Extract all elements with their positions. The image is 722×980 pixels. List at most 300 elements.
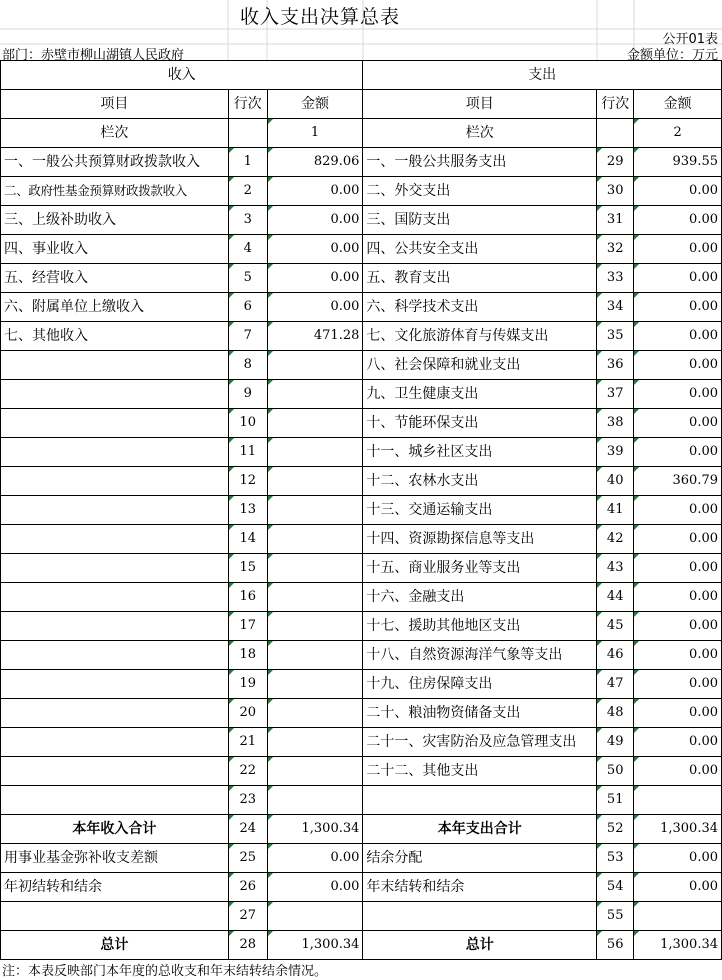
income-item-header: 项目: [1, 90, 229, 119]
cell-marker: [597, 380, 602, 385]
cell-marker: [229, 148, 234, 153]
expense-item-cell: 四、公共安全支出: [363, 235, 597, 264]
cell-marker: [597, 583, 602, 588]
cell-marker: [597, 148, 602, 153]
income-item-cell: 六、附属单位上缴收入: [1, 293, 229, 322]
income-item-cell: 三、上级补助收入: [1, 206, 229, 235]
income-summary-item: 本年收入合计: [1, 815, 229, 844]
cell-marker: [268, 293, 273, 298]
cell-marker: [229, 612, 234, 617]
table-row: [1, 380, 722, 409]
expense-item-cell: 十四、资源勘探信息等支出: [363, 525, 597, 554]
expense-item-cell: 十、节能环保支出: [363, 409, 597, 438]
expense-row-number: 42: [597, 525, 634, 554]
expense-item-cell: [363, 786, 597, 815]
report-title: 收入支出决算总表: [239, 6, 400, 28]
table-row: [1, 409, 722, 438]
expense-row-number: 56: [597, 931, 634, 960]
cell-marker: [634, 351, 639, 356]
cell-marker: [634, 931, 639, 936]
income-row-number: 1: [228, 148, 267, 177]
income-row-number: 12: [228, 467, 267, 496]
cell-marker: [597, 902, 602, 907]
expense-summary-amount: 0.00: [634, 844, 722, 873]
cell-marker: [597, 293, 602, 298]
income-summary-amount: 0.00: [267, 873, 363, 902]
expense-row-number: 50: [597, 757, 634, 786]
income-row-number: 26: [228, 873, 267, 902]
income-amount-cell: [267, 757, 363, 786]
cell-marker: [634, 525, 639, 530]
income-amount-cell: 0.00: [267, 264, 363, 293]
income-expense-table: [0, 60, 722, 960]
expense-summary-amount: 1,300.34: [634, 815, 722, 844]
expense-item-cell: 六、科学技术支出: [363, 293, 597, 322]
cell-marker: [597, 409, 602, 414]
cell-marker: [268, 264, 273, 269]
cell-marker: [268, 641, 273, 646]
cell-marker: [229, 525, 234, 530]
expense-item-cell: 八、社会保障和就业支出: [363, 351, 597, 380]
cell-marker: [268, 844, 273, 849]
income-amount-cell: [267, 728, 363, 757]
table-row: [1, 206, 722, 235]
expense-amount-cell: 0.00: [634, 264, 722, 293]
income-amount-cell: 0.00: [267, 293, 363, 322]
expense-amount-cell: 0.00: [634, 699, 722, 728]
income-item-cell: 五、经营收入: [1, 264, 229, 293]
cell-marker: [229, 380, 234, 385]
expense-row-number: 53: [597, 844, 634, 873]
income-item-cell: [1, 554, 229, 583]
expense-summary-amount: 1,300.34: [634, 931, 722, 960]
expense-summary-item: 本年支出合计: [363, 815, 597, 844]
expense-amount-cell: 0.00: [634, 206, 722, 235]
expense-row-number: 39: [597, 438, 634, 467]
cell-marker: [229, 322, 234, 327]
table-row: [1, 699, 722, 728]
expense-row-number: 55: [597, 902, 634, 931]
income-summary-amount: 1,300.34: [267, 931, 363, 960]
expense-summary-item: 总计: [363, 931, 597, 960]
cell-marker: [229, 670, 234, 675]
income-item-cell: [1, 728, 229, 757]
expense-item-cell: 十八、自然资源海洋气象等支出: [363, 641, 597, 670]
expense-item-cell: 十二、农林水支出: [363, 467, 597, 496]
summary-row: [1, 873, 722, 902]
table-row: [1, 525, 722, 554]
cell-marker: [268, 467, 273, 472]
income-row-number: 24: [228, 815, 267, 844]
expense-item-cell: 十九、住房保障支出: [363, 670, 597, 699]
expense-row-number: 49: [597, 728, 634, 757]
expense-amount-cell: 0.00: [634, 293, 722, 322]
income-item-cell: [1, 670, 229, 699]
cell-marker: [229, 931, 234, 936]
table-row: [1, 438, 722, 467]
expense-col-blank: [597, 119, 634, 148]
expense-amount-cell: 0.00: [634, 380, 722, 409]
income-item-cell: 一、一般公共预算财政拨款收入: [1, 148, 229, 177]
income-row-number: 23: [228, 786, 267, 815]
table-row: [1, 148, 722, 177]
cell-marker: [229, 786, 234, 791]
income-row-number: 22: [228, 757, 267, 786]
table-row: [1, 670, 722, 699]
cell-marker: [597, 438, 602, 443]
cell-marker: [634, 583, 639, 588]
cell-marker: [634, 264, 639, 269]
cell-marker: [597, 235, 602, 240]
income-row-number: 5: [228, 264, 267, 293]
cell-marker: [634, 641, 639, 646]
cell-marker: [597, 322, 602, 327]
income-row-number: 8: [228, 351, 267, 380]
cell-marker: [634, 206, 639, 211]
cell-marker: [597, 177, 602, 182]
summary-row: [1, 815, 722, 844]
cell-marker: [634, 438, 639, 443]
cell-marker: [597, 264, 602, 269]
expense-amount-cell: 0.00: [634, 525, 722, 554]
income-row-number: 2: [228, 177, 267, 206]
cell-marker: [634, 786, 639, 791]
expense-row-number: 30: [597, 177, 634, 206]
cell-marker: [229, 873, 234, 878]
amount-unit-label: 金额单位：万元: [626, 48, 718, 63]
cell-marker: [229, 641, 234, 646]
cell-marker: [229, 757, 234, 762]
table-row: [1, 235, 722, 264]
table-row: [1, 583, 722, 612]
expense-row-number: 40: [597, 467, 634, 496]
column-index-row: [1, 119, 722, 148]
expense-amount-cell: 0.00: [634, 438, 722, 467]
cell-marker: [229, 496, 234, 501]
expense-item-cell: 三、国防支出: [363, 206, 597, 235]
expense-amount-cell: 0.00: [634, 177, 722, 206]
income-item-cell: [1, 467, 229, 496]
cell-marker: [229, 728, 234, 733]
cell-marker: [634, 409, 639, 414]
income-row-number: 11: [228, 438, 267, 467]
expense-item-cell: 七、文化旅游体育与传媒支出: [363, 322, 597, 351]
expense-row-number: 34: [597, 293, 634, 322]
expense-summary-item: 结余分配: [363, 844, 597, 873]
cell-marker: [229, 583, 234, 588]
expense-row-number: 37: [597, 380, 634, 409]
expense-amount-cell: 0.00: [634, 612, 722, 641]
income-col-label: 栏次: [1, 119, 229, 148]
income-amount-cell: [267, 612, 363, 641]
expense-item-cell: 二十一、灾害防治及应急管理支出: [363, 728, 597, 757]
income-amount-cell: [267, 670, 363, 699]
cell-marker: [268, 583, 273, 588]
expense-row-number: 46: [597, 641, 634, 670]
income-item-cell: [1, 496, 229, 525]
income-row-number: 13: [228, 496, 267, 525]
income-row-number: 16: [228, 583, 267, 612]
expense-row-number: 48: [597, 699, 634, 728]
income-amount-cell: 0.00: [267, 177, 363, 206]
income-amount-cell: [267, 438, 363, 467]
expense-row-number: 31: [597, 206, 634, 235]
income-amount-cell: [267, 699, 363, 728]
expense-row-number: 29: [597, 148, 634, 177]
expense-amount-cell: 0.00: [634, 322, 722, 351]
cell-marker: [268, 873, 273, 878]
income-summary-amount: 1,300.34: [267, 815, 363, 844]
expense-row-number: 45: [597, 612, 634, 641]
expense-amount-cell: 0.00: [634, 235, 722, 264]
cell-marker: [597, 728, 602, 733]
expense-amount-cell: [634, 786, 722, 815]
income-rowno-header: 行次: [228, 90, 267, 119]
cell-marker: [634, 119, 639, 124]
cell-marker: [597, 757, 602, 762]
cell-marker: [597, 786, 602, 791]
income-amount-cell: [267, 583, 363, 612]
cell-marker: [268, 206, 273, 211]
income-row-number: 20: [228, 699, 267, 728]
expense-item-header: 项目: [363, 90, 597, 119]
cell-marker: [229, 264, 234, 269]
cell-marker: [634, 844, 639, 849]
income-item-cell: 二、政府性基金预算财政拨款收入: [1, 177, 229, 206]
table-row: [1, 322, 722, 351]
cell-marker: [229, 554, 234, 559]
cell-marker: [634, 815, 639, 820]
cell-marker: [268, 351, 273, 356]
cell-marker: [597, 670, 602, 675]
expense-row-number: 52: [597, 815, 634, 844]
income-amount-cell: 0.00: [267, 235, 363, 264]
cell-marker: [268, 786, 273, 791]
income-item-cell: [1, 757, 229, 786]
cell-marker: [634, 467, 639, 472]
cell-marker: [268, 670, 273, 675]
expense-item-cell: 一、一般公共服务支出: [363, 148, 597, 177]
income-amount-cell: [267, 786, 363, 815]
income-row-number: 9: [228, 380, 267, 409]
cell-marker: [597, 525, 602, 530]
expense-item-cell: 五、教育支出: [363, 264, 597, 293]
cell-marker: [229, 409, 234, 414]
income-item-cell: [1, 409, 229, 438]
income-item-cell: [1, 583, 229, 612]
expense-header: 支出: [363, 61, 722, 90]
income-summary-amount: [267, 902, 363, 931]
cell-marker: [229, 438, 234, 443]
income-item-cell: 七、其他收入: [1, 322, 229, 351]
cell-marker: [597, 873, 602, 878]
income-row-number: 6: [228, 293, 267, 322]
cell-marker: [268, 119, 273, 124]
income-row-number: 17: [228, 612, 267, 641]
cell-marker: [597, 641, 602, 646]
expense-item-cell: 二、外交支出: [363, 177, 597, 206]
table-row: [1, 641, 722, 670]
expense-amount-cell: 0.00: [634, 554, 722, 583]
cell-marker: [597, 496, 602, 501]
income-amount-cell: [267, 496, 363, 525]
expense-row-number: 43: [597, 554, 634, 583]
income-col-blank: [228, 119, 267, 148]
income-row-number: 14: [228, 525, 267, 554]
expense-col-label: 栏次: [363, 119, 597, 148]
income-amount-cell: [267, 641, 363, 670]
income-summary-item: 年初结转和结余: [1, 873, 229, 902]
income-amount-header: 金额: [267, 90, 363, 119]
cell-marker: [268, 438, 273, 443]
cell-marker: [268, 322, 273, 327]
table-row: [1, 757, 722, 786]
income-amount-cell: [267, 380, 363, 409]
cell-marker: [268, 554, 273, 559]
cell-marker: [634, 757, 639, 762]
expense-row-number: 41: [597, 496, 634, 525]
table-row: [1, 612, 722, 641]
cell-marker: [597, 815, 602, 820]
section-header-row: [1, 61, 722, 90]
income-row-number: 7: [228, 322, 267, 351]
income-item-cell: [1, 699, 229, 728]
table-row: [1, 554, 722, 583]
expense-amount-cell: 0.00: [634, 641, 722, 670]
cell-marker: [268, 699, 273, 704]
cell-marker: [268, 931, 273, 936]
cell-marker: [634, 902, 639, 907]
expense-row-number: 51: [597, 786, 634, 815]
cell-marker: [634, 612, 639, 617]
cell-marker: [634, 380, 639, 385]
cell-marker: [268, 496, 273, 501]
cell-marker: [634, 728, 639, 733]
cell-marker: [634, 177, 639, 182]
cell-marker: [634, 670, 639, 675]
expense-item-cell: 二十二、其他支出: [363, 757, 597, 786]
table-row: [1, 351, 722, 380]
cell-marker: [268, 612, 273, 617]
department-label: 部门：赤壁市柳山湖镇人民政府: [2, 48, 185, 63]
cell-marker: [597, 612, 602, 617]
expense-row-number: 47: [597, 670, 634, 699]
expense-item-cell: 十三、交通运输支出: [363, 496, 597, 525]
income-row-number: 25: [228, 844, 267, 873]
income-amount-cell: 829.06: [267, 148, 363, 177]
cell-marker: [268, 815, 273, 820]
income-row-number: 4: [228, 235, 267, 264]
cell-marker: [597, 699, 602, 704]
expense-row-number: 32: [597, 235, 634, 264]
expense-summary-amount: [634, 902, 722, 931]
income-summary-item: [1, 902, 229, 931]
table-row: [1, 293, 722, 322]
income-item-cell: [1, 351, 229, 380]
income-summary-item: 用事业基金弥补收支差额: [1, 844, 229, 873]
expense-summary-item: 年末结转和结余: [363, 873, 597, 902]
table-row: [1, 177, 722, 206]
table-row: [1, 467, 722, 496]
footnote: 注：本表反映部门本年度的总收支和年末结转结余情况。: [2, 964, 328, 979]
expense-row-number: 35: [597, 322, 634, 351]
income-row-number: 10: [228, 409, 267, 438]
income-item-cell: [1, 438, 229, 467]
expense-col-number: 2: [634, 119, 722, 148]
income-item-cell: 四、事业收入: [1, 235, 229, 264]
expense-row-number: 38: [597, 409, 634, 438]
table-row: [1, 786, 722, 815]
cell-marker: [268, 728, 273, 733]
form-tag: 公开01表: [662, 32, 718, 47]
cell-marker: [634, 873, 639, 878]
cell-marker: [634, 235, 639, 240]
expense-summary-amount: 0.00: [634, 873, 722, 902]
cell-marker: [268, 235, 273, 240]
income-item-cell: [1, 380, 229, 409]
cell-marker: [229, 844, 234, 849]
cell-marker: [634, 293, 639, 298]
income-item-cell: [1, 641, 229, 670]
cell-marker: [268, 525, 273, 530]
expense-row-number: 33: [597, 264, 634, 293]
cell-marker: [634, 554, 639, 559]
expense-item-cell: 十一、城乡社区支出: [363, 438, 597, 467]
income-row-number: 18: [228, 641, 267, 670]
expense-amount-cell: 360.79: [634, 467, 722, 496]
expense-item-cell: 九、卫生健康支出: [363, 380, 597, 409]
expense-amount-cell: 0.00: [634, 351, 722, 380]
expense-row-number: 36: [597, 351, 634, 380]
cell-marker: [229, 235, 234, 240]
expense-amount-cell: 0.00: [634, 583, 722, 612]
income-amount-cell: [267, 351, 363, 380]
cell-marker: [597, 351, 602, 356]
expense-amount-cell: 0.00: [634, 728, 722, 757]
table-row: [1, 728, 722, 757]
income-row-number: 3: [228, 206, 267, 235]
expense-amount-header: 金额: [634, 90, 722, 119]
cell-marker: [229, 177, 234, 182]
income-amount-cell: 471.28: [267, 322, 363, 351]
income-row-number: 28: [228, 931, 267, 960]
cell-marker: [597, 554, 602, 559]
cell-marker: [597, 206, 602, 211]
table-row: [1, 264, 722, 293]
cell-marker: [268, 902, 273, 907]
cell-marker: [268, 757, 273, 762]
income-col-number: 1: [267, 119, 363, 148]
expense-summary-item: [363, 902, 597, 931]
income-item-cell: [1, 612, 229, 641]
cell-marker: [229, 699, 234, 704]
expense-item-cell: 十六、金融支出: [363, 583, 597, 612]
income-row-number: 27: [228, 902, 267, 931]
cell-marker: [229, 351, 234, 356]
cell-marker: [229, 902, 234, 907]
cell-marker: [268, 148, 273, 153]
summary-row: [1, 931, 722, 960]
summary-row: [1, 902, 722, 931]
income-amount-cell: [267, 409, 363, 438]
income-amount-cell: [267, 467, 363, 496]
expense-item-cell: 十七、援助其他地区支出: [363, 612, 597, 641]
expense-row-number: 54: [597, 873, 634, 902]
cell-marker: [634, 496, 639, 501]
cell-marker: [597, 931, 602, 936]
income-amount-cell: 0.00: [267, 206, 363, 235]
expense-amount-cell: 0.00: [634, 496, 722, 525]
